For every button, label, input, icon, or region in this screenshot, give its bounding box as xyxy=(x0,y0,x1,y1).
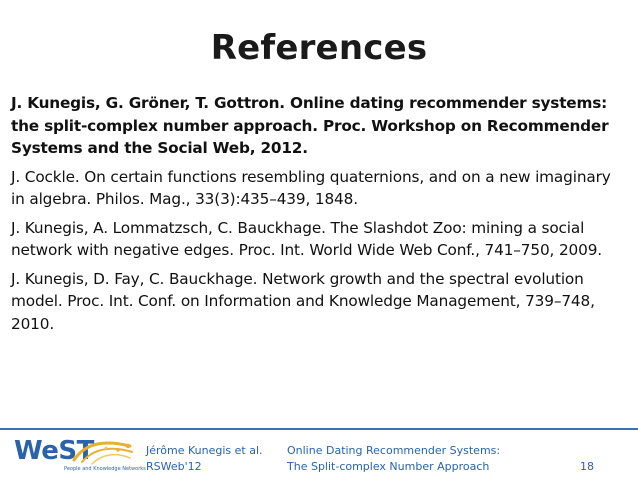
logo-swoosh-icon xyxy=(72,438,134,468)
footer-author-name: Jérôme Kunegis et al. xyxy=(146,444,263,457)
footer-talk-title-line1: Online Dating Recommender Systems: xyxy=(287,444,501,457)
footer-talk-title xyxy=(287,443,500,475)
footer-talk-title-line2: The Split-complex Number Approach xyxy=(287,460,490,473)
footer-author xyxy=(146,443,263,475)
footer-divider xyxy=(0,428,638,430)
page-number: 18 xyxy=(580,460,594,473)
reference-item: J. Kunegis, G. Gröner, T. Gottron. Online dating recommender systems: the split-complex number approach. Proc. Workshop on Recommender Systems and the Social Web, 2012. xyxy=(11,94,609,157)
slide-title: References xyxy=(210,28,428,68)
reference-item: J. Kunegis, D. Fay, C. Bauckhage. Network growth and the spectral evolution model. Proc. Int. Conf. on Information and Knowledge Management, 739–748, 2010. xyxy=(11,269,595,333)
reference-item: J. Kunegis, A. Lommatzsch, C. Bauckhage. The Slashdot Zoo: mining a social network with negative edges. Proc. Int. World Wide Web Conf., 741–750, 2009. xyxy=(11,218,603,259)
west-logo xyxy=(14,436,146,476)
reference-item: J. Cockle. On certain functions resembling quaternions, and on a new imaginary in algebra. Philos. Mag., 33(3):435–439, 1848. xyxy=(11,167,611,208)
logo-subtitle: People and Knowledge Networks xyxy=(64,466,146,472)
logo-wordmark: WeST xyxy=(14,436,94,466)
reference-list xyxy=(11,92,611,341)
footer-venue: RSWeb'12 xyxy=(146,460,202,473)
